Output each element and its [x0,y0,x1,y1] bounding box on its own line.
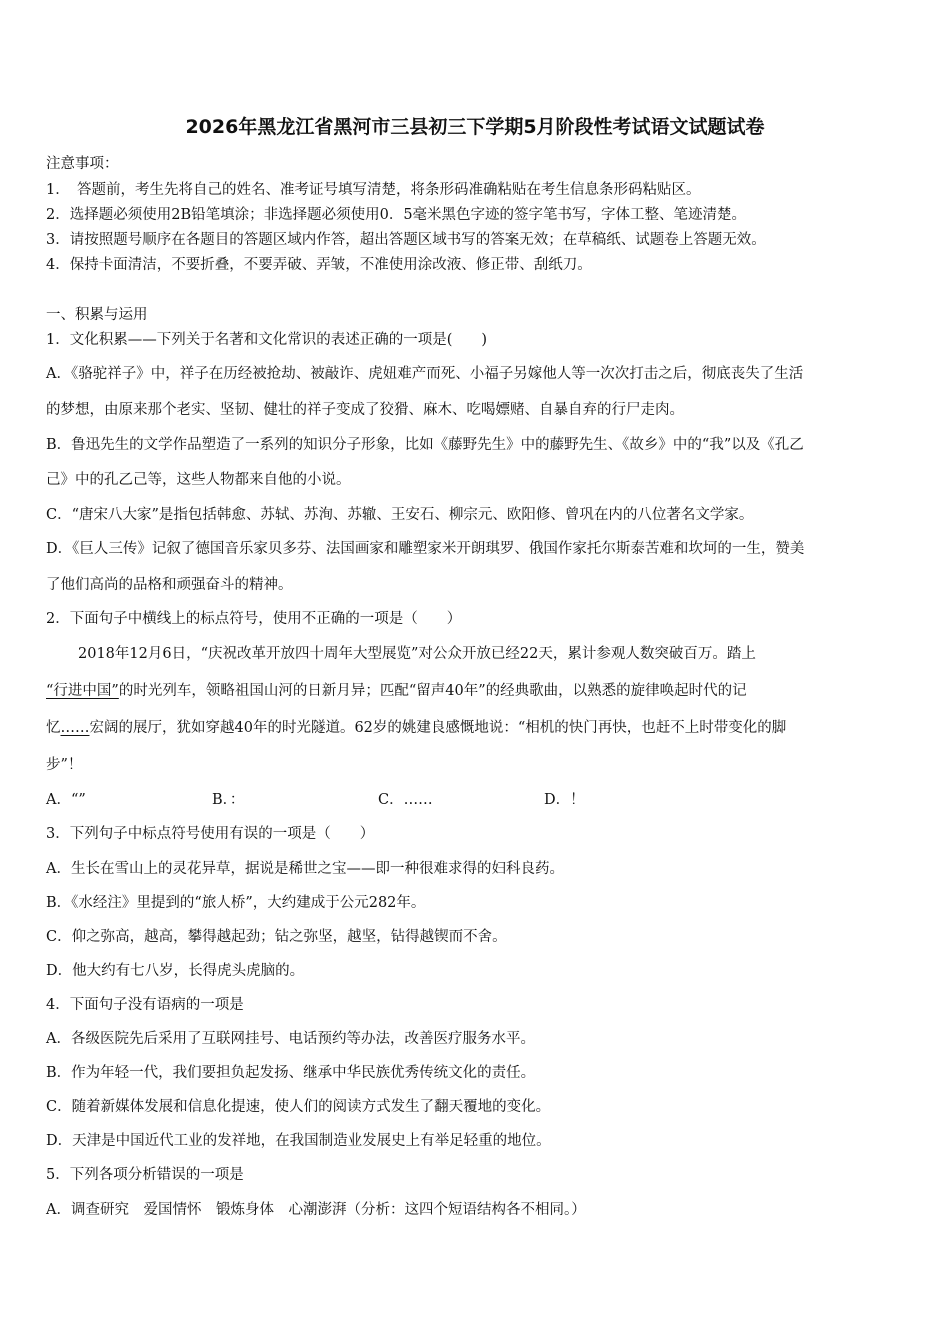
q4-option-d: D．天津是中国近代工业的发祥地，在我国制造业发展史上有举足轻重的地位。 [46,1133,551,1149]
notice-item: 3．请按照题号顺序在各题目的答题区域内作答，超出答题区域书写的答案无效；在草稿纸、试题卷上答题无效。 [46,232,766,248]
q2-passage-line: 2018年12月6日，“庆祝改革开放四十周年大型展览”对公众开放已经22天，累计参观人数突破百万。踏上 [78,646,756,662]
q4-option-b: B．作为年轻一代，我们要担负起发扬、继承中华民族优秀传统文化的责任。 [46,1065,536,1081]
q2-option-b: B．： [212,792,245,808]
q1-option-c: C．“唐宋八大家”是指包括韩愈、苏轼、苏洵、苏辙、王安石、柳宗元、欧阳修、曾巩在内的八位著名文学家。 [46,507,754,523]
q3-option-a: A．生长在雪山上的灵花异草，据说是稀世之宝——即一种很难求得的妇科良药。 [46,861,564,877]
section-heading: 一、积累与运用 [46,307,148,323]
q1-option-d: D．《巨人三传》记叙了德国音乐家贝多芬、法国画家和雕塑家米开朗琪罗、俄国作家托尔斯泰苦难和坎坷的一生，赞美 [46,541,805,557]
q1-option-d-cont: 了他们高尚的品格和顽强奋斗的精神。 [46,577,293,593]
q4-option-a: A．各级医院先后采用了互联网挂号、电话预约等办法，改善医疗服务水平。 [46,1031,535,1047]
q1-option-b-cont: 己》中的孔乙己等，这些人物都来自他的小说。 [46,472,351,488]
q2-passage-line [46,716,786,737]
passage-text: 的时光列车，领略祖国山河的日新月异；匹配“留声40年”的经典歌曲，以熟悉的旋律唤起时代的记 [118,683,747,699]
q1-option-a: A．《骆驼祥子》中，祥子在历经被抢劫、被敲诈、虎妞难产而死、小福子另嫁他人等一次次打击之后，彻底丧失了生活 [46,366,804,382]
passage-text: 忆 [46,720,61,736]
question-1-stem: 1．文化积累——下列关于名著和文化常识的表述正确的一项是( ) [46,332,488,348]
underlined-ellipsis: …… [60,720,90,736]
q2-passage-line [46,679,747,700]
q5-option-a: A．调查研究 爱国情怀 锻炼身体 心潮澎湃（分析：这四个短语结构各不相同。） [46,1202,586,1218]
question-2-stem: 2．下面句子中横线上的标点符号，使用不正确的一项是（ ） [46,611,462,627]
passage-text: 宏阔的展厅，犹如穿越40年的时光隧道。62岁的姚建良感慨地说：“相机的快门再快，也赶不上时带变化的脚 [89,720,787,736]
question-4-stem: 4．下面句子没有语病的一项是 [46,997,244,1013]
q2-option-a: A．“” [46,792,86,808]
q2-option-d: D．！ [544,792,585,808]
notice-item: 1． 答题前，考生先将自己的姓名、准考证号填写清楚，将条形码准确粘贴在考生信息条形码粘贴区。 [46,182,701,198]
q3-option-c: C．仰之弥高，越高，攀得越起劲；钻之弥坚，越坚，钻得越锲而不舍。 [46,929,507,945]
q2-passage-line: 步”！ [46,757,83,773]
page-title: 2026年黑龙江省黑河市三县初三下学期5月阶段性考试语文试题试卷 [185,116,765,138]
underlined-phrase: “行进中国” [46,683,119,699]
notice-item: 2．选择题必须使用2B铅笔填涂；非选择题必须使用0．5毫米黑色字迹的签字笔书写，字体工整、笔迹清楚。 [46,207,747,223]
notice-item: 4．保持卡面清洁，不要折叠，不要弄破、弄皱，不准使用涂改液、修正带、刮纸刀。 [46,257,592,273]
question-5-stem: 5．下列各项分析错误的一项是 [46,1167,244,1183]
notice-heading: 注意事项： [46,156,119,172]
q3-option-b: B．《水经注》里提到的“旅人桥”，大约建成于公元282年。 [46,895,426,911]
q2-options [46,788,710,809]
q1-option-a-cont: 的梦想，由原来那个老实、坚韧、健壮的祥子变成了狡猾、麻木、吃喝嫖赌、自暴自弃的行尸走肉。 [46,402,684,418]
q4-option-c: C．随着新媒体发展和信息化提速，使人们的阅读方式发生了翻天覆地的变化。 [46,1099,551,1115]
q2-option-c: C．…… [378,792,433,808]
q1-option-b: B．鲁迅先生的文学作品塑造了一系列的知识分子形象，比如《藤野先生》中的藤野先生、《故乡》中的“我”以及《孔乙 [46,437,804,453]
q3-option-d: D．他大约有七八岁，长得虎头虎脑的。 [46,963,305,979]
question-3-stem: 3．下列句子中标点符号使用有误的一项是（ ） [46,826,375,842]
